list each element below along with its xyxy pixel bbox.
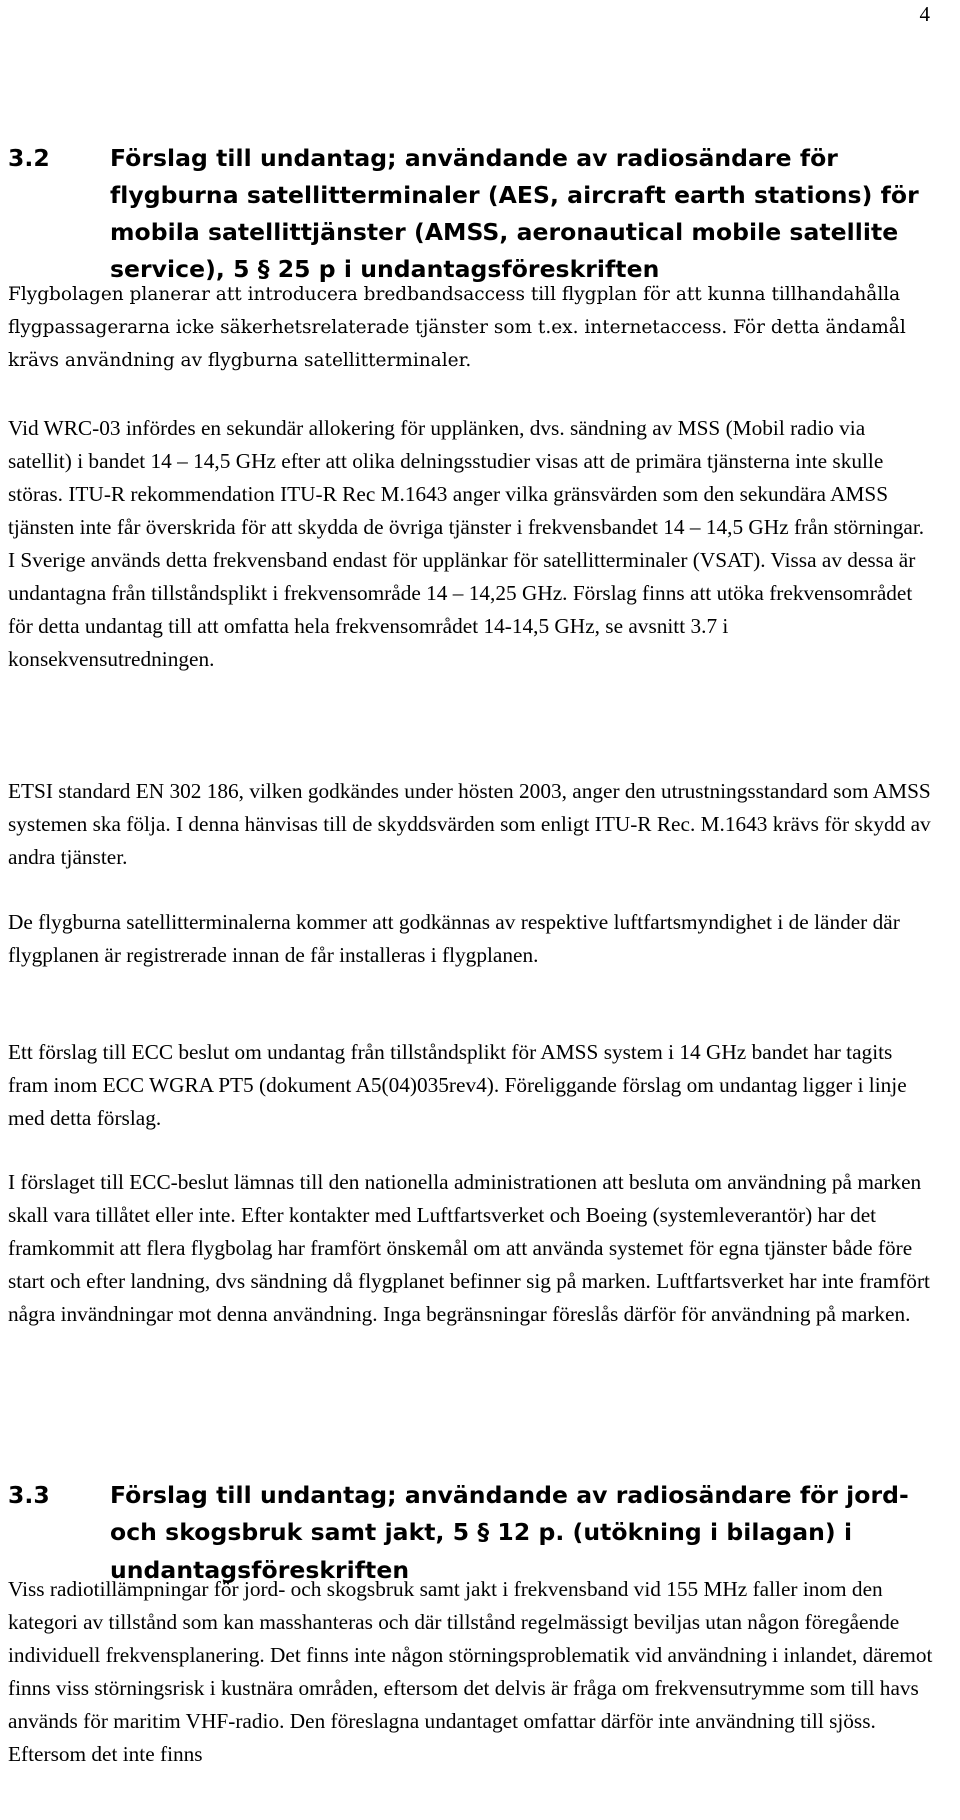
paragraph-ecc-proposal: Ett förslag till ECC beslut om undantag från tillståndsplikt för AMSS system i 14 GHz bandet har tagits fram inom ECC WGRA PT5 (dokument A5(04)035rev4). Föreliggande förslag om undantag ligger i linje med detta förslag. [8, 1040, 907, 1130]
paragraph-ground-use: I förslaget till ECC-beslut lämnas till den nationella administrationen att besluta om användning på marken skall vara tillåtet eller inte. Efter kontakter med Luftfartsverket och Boeing (systemleverantör) har det framkommit att flera flygbolag har framfört önskemål om att använda systemet för egna tjänster både före start och efter landning, dvs sändning då flygplanet befinner sig på marken. Luftfartsverket har inte framfört några invändningar mot denna användning. Inga begränsningar föreslås därför för användning på marken. [8, 1170, 930, 1326]
paragraph-approval: De flygburna satellitterminalerna kommer att godkännas av respektive luftfartsmyndighet i de länder där flygplanen är registrerade innan de får installeras i flygplanen. [8, 910, 900, 967]
page-number: 4 [919, 2, 930, 26]
paragraph-broadband-intro: Flygbolagen planerar att introducera bredbandsaccess till flygplan för att kunna tillhandahålla flygpassagerarna icke säkerhetsrelaterade tjänster som t.ex. internetaccess. För detta ändamål krävs användning av flygburna satellitterminaler. [8, 284, 906, 371]
paragraph-etsi-standard: ETSI standard EN 302 186, vilken godkändes under hösten 2003, anger den utrustningsstandard som AMSS systemen ska följa. I denna hänvisas till de skyddsvärden som enligt ITU-R Rec. M.1643 krävs för skydd av andra tjänster. [8, 779, 931, 869]
section-title: Förslag till undantag; användande av radiosändare för jord- och skogsbruk samt jakt, 5 § 12 p. (utökning i bilagan) i undantagsföreskriften [110, 1480, 909, 1584]
paragraph-wrc-03: Vid WRC-03 infördes en sekundär allokering för upplänken, dvs. sändning av MSS (Mobil radio via satellit) i bandet 14 – 14,5 GHz efter att olika delningsstudier visas att de primära tjänsterna inte skulle störas. ITU-R rekommendation ITU-R Rec M.1643 anger vilka gränsvärden som den sekundära AMSS tjänsten inte får överskrida för att skydda de övriga tjänster i frekvensbandet 14 – 14,5 GHz från störningar. I Sverige används detta frekvensband endast för upplänkar för satellitterminaler (VSAT). Vissa av dessa är undantagna från tillståndsplikt i frekvensområde 14 – 14,25 GHz. Förslag finns att utöka frekvensområdet för detta undantag till att omfatta hela frekvensområdet 14-14,5 GHz, se avsnitt 3.7 i konsekvensutredningen. [8, 416, 925, 671]
section-number: 3.3 [8, 1480, 50, 1509]
section-number: 3.2 [8, 143, 50, 172]
paragraph-agriculture-radio: Viss radiotillämpningar för jord- och skogsbruk samt jakt i frekvensband vid 155 MHz faller inom den kategori av tillstånd som kan masshanteras och där tillstånd regelmässigt beviljas utan någon föregående individuell frekvensplanering. Det finns inte någon störningsproblematik vid användning i inlandet, däremot finns viss störningsrisk i kustnära områden, eftersom det delvis är fråga om frekvensutrymme som till havs används för maritim VHF-radio. Den föreslagna undantaget omfattar därför inte användning till sjöss. Eftersom det inte finns [8, 1577, 933, 1766]
section-heading-3-2 [8, 140, 938, 288]
section-title: Förslag till undantag; användande av radiosändare för flygburna satellitterminaler (AES, aircraft earth stations) för mobila satellittjänster (AMSS, aeronautical mobile satellite service), 5 § 25 p i undantagsföreskriften [110, 143, 919, 283]
